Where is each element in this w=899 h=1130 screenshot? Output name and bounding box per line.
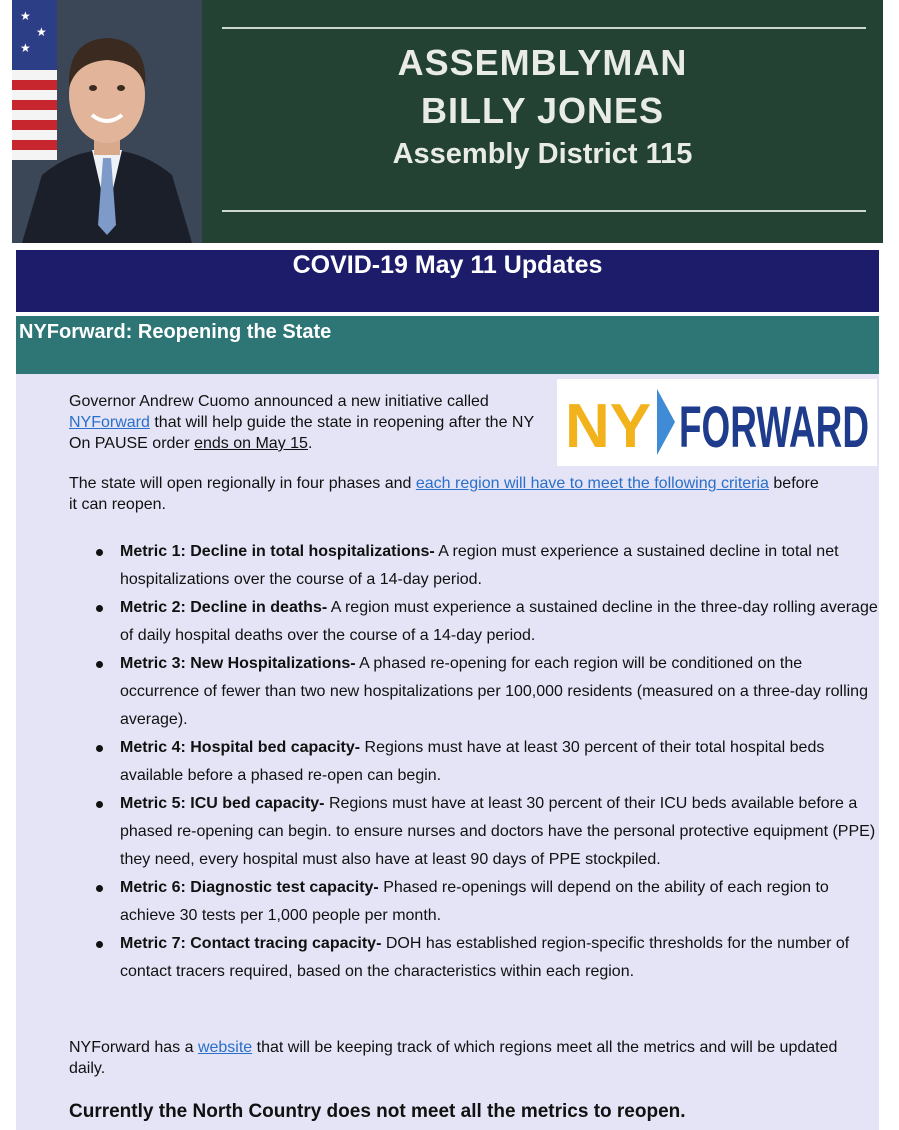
metric-label: Metric 6: Diagnostic test capacity- (120, 879, 379, 896)
metric-item-2 (120, 594, 880, 650)
logo-arrow-icon (657, 389, 675, 455)
metric-label: Metric 2: Decline in deaths- (120, 599, 328, 616)
logo-ny-text: NY (565, 392, 652, 461)
metric-text: A phased re-opening for each region will be conditioned on the occurrence of fewer than two new hospitalizations per 100,000 residents (measured on a three-day rolling average). (120, 655, 868, 728)
intro-text-2: that will help guide the state in reopening after the NY On PAUSE order (69, 414, 534, 452)
bullet-icon (96, 801, 103, 808)
header-title-block (202, 0, 883, 243)
metric-label: Metric 4: Hospital bed capacity- (120, 739, 361, 756)
bullet-icon (96, 605, 103, 612)
updates-banner (16, 250, 879, 312)
nyforward-logo-image (557, 379, 877, 466)
banner-title: COVID-19 May 11 Updates (292, 251, 603, 279)
nyforward-link[interactable]: NYForward (69, 414, 150, 431)
metric-label: Metric 5: ICU bed capacity- (120, 795, 325, 812)
metric-text: Regions must have at least 30 percent of their ICU beds available before a phased re-opening can begin. to ensure nurses and doctors have the personal protective equipment (PPE) they need, every hospital must also have at least 90 days of PPE stockpiled. (120, 795, 876, 868)
metric-text: Phased re-openings will depend on the ability of each region to achieve 30 tests per 1,000 people per month. (120, 879, 829, 924)
header-title-line2: BILLY JONES (420, 90, 665, 131)
portrait-image (12, 0, 202, 243)
newsletter-header (12, 0, 883, 243)
section-header (16, 316, 879, 374)
criteria-text-1: The state will open regionally in four phases and (69, 475, 416, 492)
metrics-list (120, 538, 880, 986)
website-link[interactable]: website (197, 1039, 253, 1056)
metric-text: A region must experience a sustained decline in total net hospitalizations over the course of a 14-day period. (120, 543, 839, 588)
criteria-link[interactable]: each region will have to meet the following criteria (415, 475, 769, 492)
header-title-line1: ASSEMBLYMAN (397, 42, 688, 83)
intro-text-3: . (307, 435, 313, 452)
metric-label: Metric 7: Contact tracing capacity- (120, 935, 382, 952)
metric-text: DOH has established region-specific thresholds for the number of contact tracers required, based on the characteristics within each region. (120, 935, 850, 980)
nyforward-logo (557, 379, 877, 466)
website-text-1: NYForward has a (69, 1039, 198, 1056)
metric-text: Regions must have at least 30 percent of their total hospital beds available before a phased re-open can begin. (120, 739, 825, 784)
intro-paragraph (69, 391, 554, 454)
bullet-icon (96, 941, 103, 948)
bullet-icon (96, 885, 103, 892)
bullet-icon (96, 661, 103, 668)
section-title: NYForward: Reopening the State (19, 321, 332, 343)
svg-text:★: ★ (20, 9, 31, 23)
website-text-2: that will be keeping track of which regions meet all the metrics and will be updated daily. (69, 1039, 838, 1077)
header-divider-top (222, 27, 866, 29)
metric-item-1 (120, 538, 880, 594)
logo-forward-text: FORWARD (679, 395, 869, 460)
metric-label: Metric 3: New Hospitalizations- (120, 655, 356, 672)
metric-item-4 (120, 734, 880, 790)
metric-text: A region must experience a sustained decline in the three-day rolling average of daily hospital deaths over the course of a 14-day period. (120, 599, 878, 644)
closing-statement: Currently the North Country does not meet all the metrics to reopen. (69, 1101, 686, 1122)
assemblyman-photo (12, 0, 202, 243)
metric-item-5 (120, 790, 880, 874)
criteria-paragraph (69, 473, 829, 515)
svg-text:★: ★ (20, 41, 31, 55)
ends-date-text: ends on May 15 (194, 435, 308, 452)
metric-item-6 (120, 874, 880, 930)
article-body (16, 374, 879, 1130)
header-divider-bottom (222, 210, 866, 212)
svg-text:★: ★ (36, 25, 47, 39)
metric-label: Metric 1: Decline in total hospitalizations- (120, 543, 435, 560)
bullet-icon (96, 745, 103, 752)
bullet-icon (96, 549, 103, 556)
criteria-text-2: before it can reopen. (69, 475, 819, 513)
metric-item-7 (120, 930, 880, 986)
header-district: Assembly District 115 (392, 138, 693, 170)
intro-text-1: Governor Andrew Cuomo announced a new initiative called (69, 393, 489, 410)
metric-item-3 (120, 650, 880, 734)
website-paragraph (69, 1037, 869, 1079)
